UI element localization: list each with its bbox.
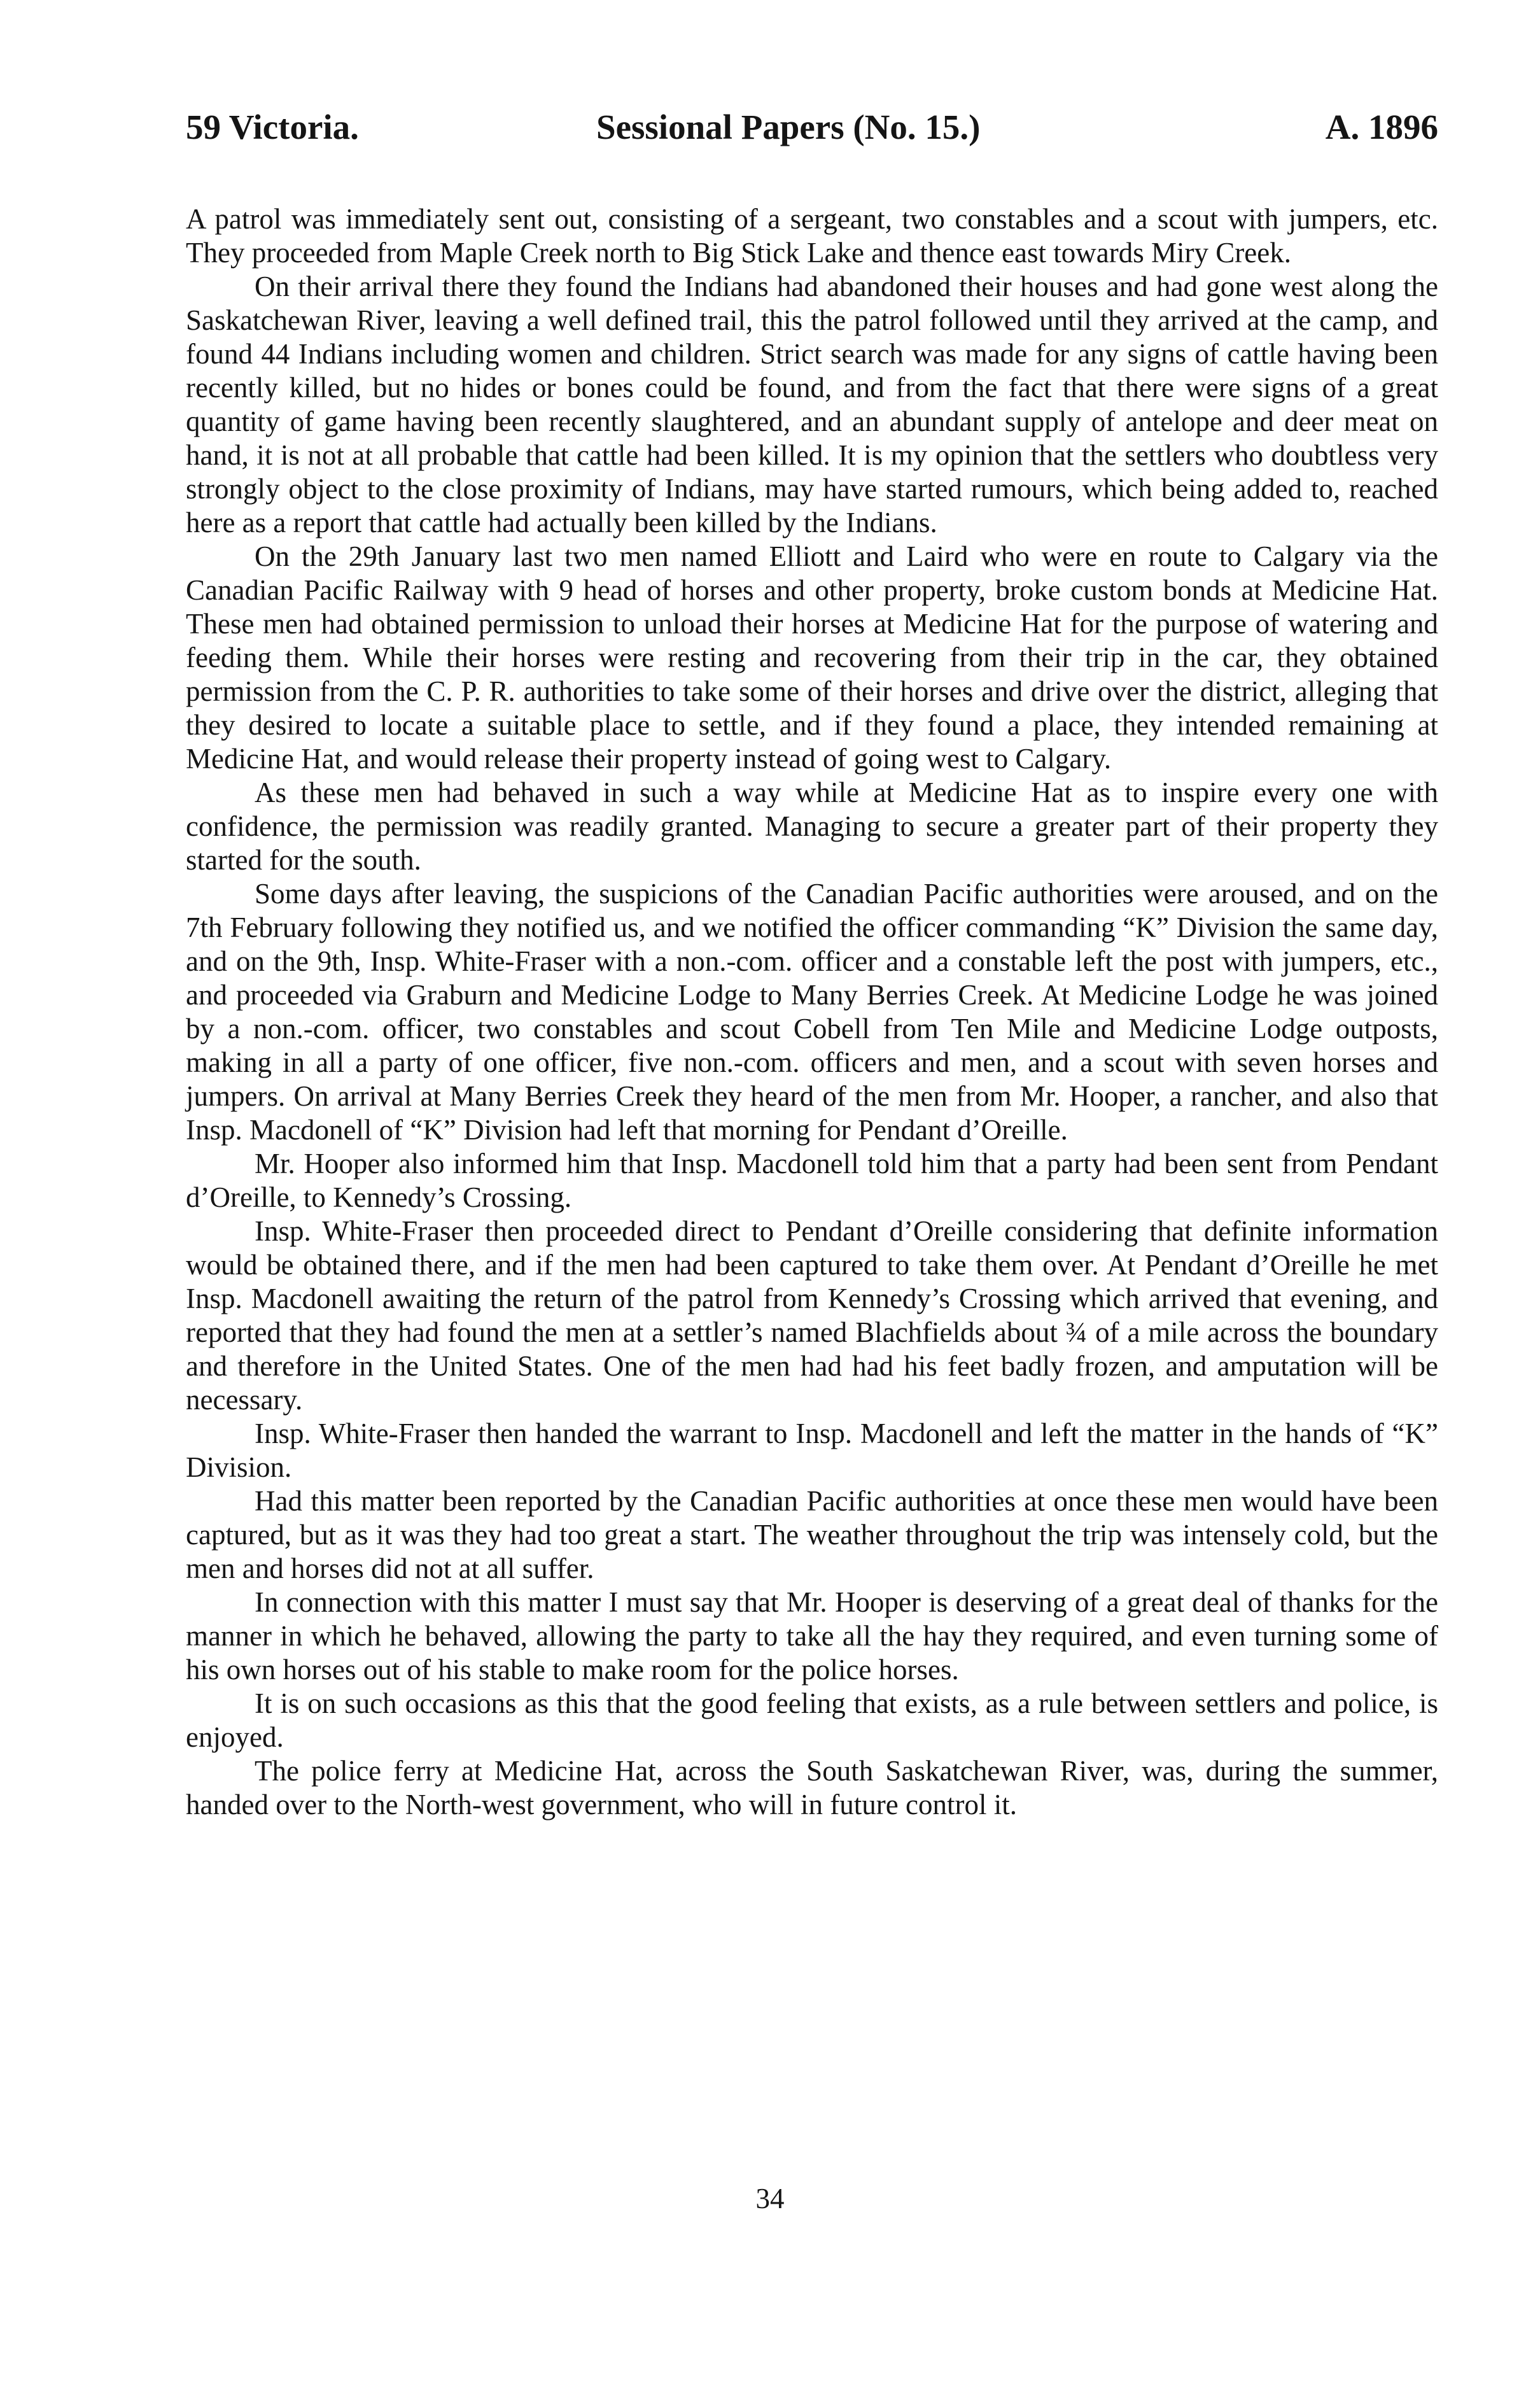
paragraph: As these men had behaved in such a way while at Medicine Hat as to inspire every one with confidence, the permission was readily granted. Managing to secure a greater part of their property they started for the south. (186, 777, 1438, 876)
paragraph: Some days after leaving, the suspicions of the Canadian Pacific authorities were aroused, and on the 7th February following they notified us, and we notified the officer commanding “K” Division the same day, and on the 9th, Insp. White-Fraser with a non.-com. officer and a constable left the post with jumpers, etc., and proceeded via Graburn and Medicine Lodge to Many Berries Creek. At Medicine Lodge he was joined by a non.-com. officer, two constables and scout Cobell from Ten Mile and Medicine Lodge outposts, making in all a party of one officer, five non.-com. officers and men, and a scout with seven horses and jumpers. On arrival at Many Berries Creek they heard of the men from Mr. Hooper, a rancher, and also that Insp. Macdonell of “K” Division had left that morning for Pendant d’Oreille. (186, 878, 1438, 1146)
paragraph: A patrol was immediately sent out, consisting of a sergeant, two constables and a scout with jumpers, etc. They proceeded from Maple Creek north to Big Stick Lake and thence east towards Miry Creek. (186, 203, 1438, 269)
paragraph: Insp. White-Fraser then proceeded direct to Pendant d’Oreille considering that definite information would be obtained there, and if the men had been captured to take them over. At Pendant d’Oreille he met Insp. Macdonell awaiting the return of the patrol from Kennedy’s Crossing which arrived that evening, and reported that they had found the men at a settler’s named Blachfields about ¾ of a mile across the boundary and therefore in the United States. One of the men had had his feet badly frozen, and amputation will be necessary. (186, 1215, 1438, 1416)
paragraph: On the 29th January last two men named Elliott and Laird who were en route to Calgary via the Canadian Pacific Railway with 9 head of horses and other property, broke custom bonds at Medicine Hat. These men had obtained permission to unload their horses at Medicine Hat for the purpose of watering and feeding them. While their horses were resting and recovering from their trip in the car, they obtained permission from the C. P. R. authorities to take some of their horses and drive over the district, alleging that they desired to locate a suitable place to settle, and if they found a place, they intended remaining at Medicine Hat, and would release their property instead of going west to Calgary. (186, 540, 1438, 775)
paragraph: It is on such occasions as this that the good feeling that exists, as a rule between settlers and police, is enjoyed. (186, 1687, 1438, 1753)
header-title: Sessional Papers (No. 15.) (596, 108, 981, 146)
paragraph: In connection with this matter I must say that Mr. Hooper is deserving of a great deal of thanks for the manner in which he behaved, allowing the party to take all the hay they required, and even turning some of his own horses out of his stable to make room for the police horses. (186, 1586, 1438, 1686)
paragraph: Insp. White-Fraser then handed the warrant to Insp. Macdonell and left the matter in the hands of “K” Division. (186, 1418, 1438, 1483)
header-year: A. 1896 (1325, 108, 1438, 146)
page-number: 34 (755, 2183, 785, 2214)
paragraph: Mr. Hooper also informed him that Insp. Macdonell told him that a party had been sent from Pendant d’Oreille, to Kennedy’s Crossing. (186, 1148, 1438, 1213)
paragraph: The police ferry at Medicine Hat, across the South Saskatchewan River, was, during the summer, handed over to the North-west government, who will in future control it. (186, 1755, 1438, 1820)
page-header (186, 105, 1438, 150)
paragraph: On their arrival there they found the Indians had abandoned their houses and had gone west along the Saskatchewan River, leaving a well defined trail, this the patrol followed until they arrived at the camp, and found 44 Indians including women and children. Strict search was made for any signs of cattle having been recently killed, but no hides or bones could be found, and from the fact that there were signs of a great quantity of game having been recently slaughtered, and an abundant supply of antelope and deer meat on hand, it is not at all probable that cattle had been killed. It is my opinion that the settlers who doubtless very strongly object to the close proximity of Indians, may have started rumours, which being added to, reached here as a report that cattle had actually been killed by the Indians. (186, 271, 1438, 539)
report-body (186, 202, 1438, 1822)
paragraph: Had this matter been reported by the Canadian Pacific authorities at once these men would have been captured, but as it was they had too great a start. The weather throughout the trip was intensely cold, but the men and horses did not at all suffer. (186, 1485, 1438, 1584)
header-session: 59 Victoria. (186, 108, 359, 146)
